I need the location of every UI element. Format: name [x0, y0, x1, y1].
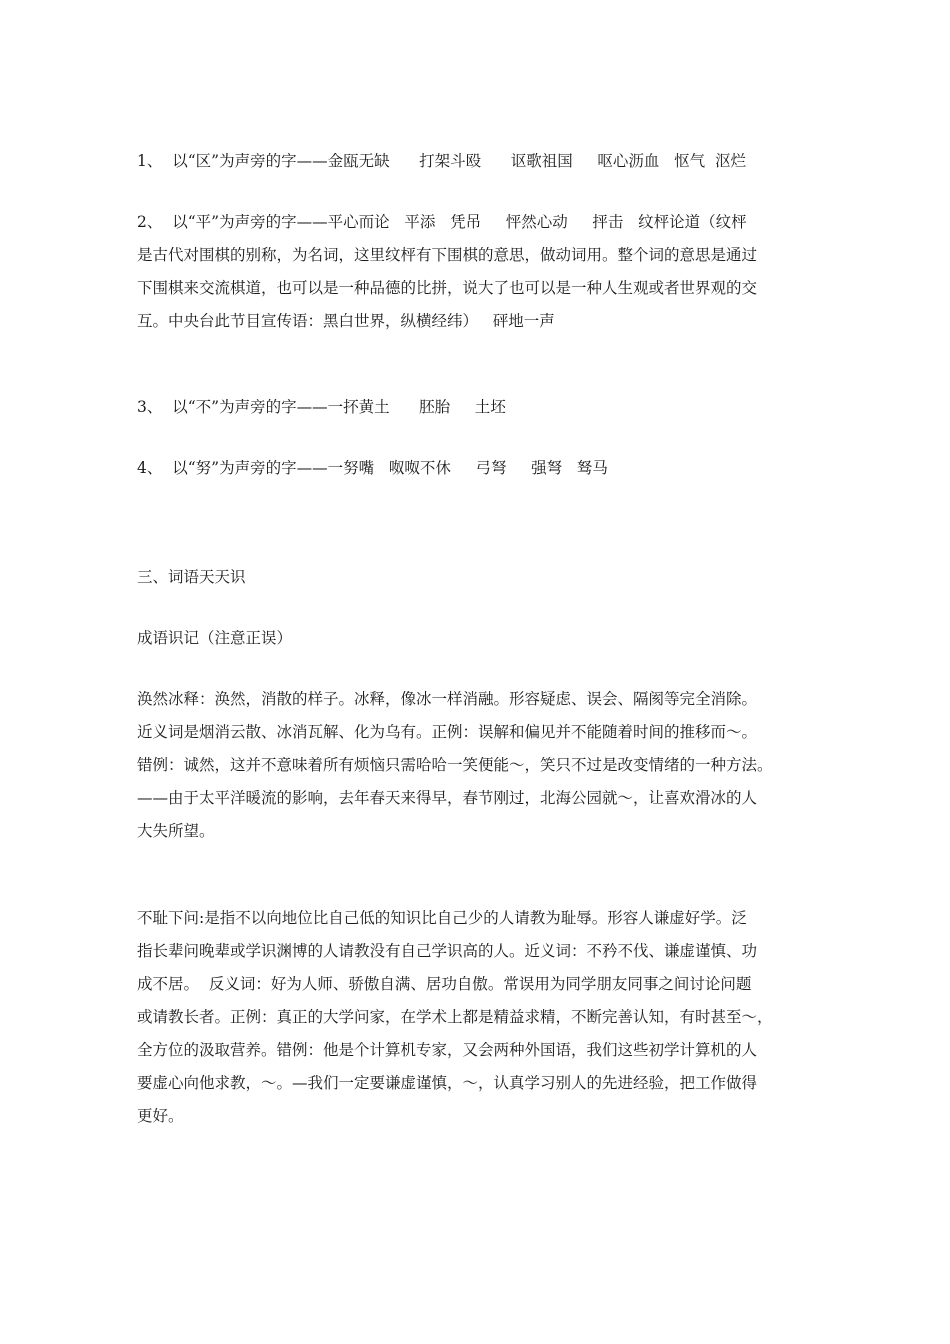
text-line: 大失所望。	[137, 822, 215, 840]
text-line: 或请教长者。正例：真正的大学问家，在学术上都是精益求精，不断完善认知，有时甚至～，	[137, 1008, 773, 1026]
text-line: 1、 以“区”为声旁的字——金瓯无缺 打架斗殴 讴歌祖国 呕心沥血 怄气 沤烂	[137, 152, 746, 170]
text-line: 3、 以“不”为声旁的字——一抔黄土 胚胎 土坯	[137, 398, 506, 416]
subheading-text: 成语识记（注意正误）	[137, 629, 293, 647]
text-line: 近义词是烟消云散、冰消瓦解、化为乌有。正例：误解和偏见并不能随着时间的推移而～。	[137, 723, 758, 741]
text-line: 4、 以“努”为声旁的字——一努嘴 呶呶不休 弓弩 强弩 驽马	[137, 459, 608, 477]
text-line: 涣然冰释：涣然，消散的样子。冰释，像冰一样消融。形容疑虑、误会、隔阂等完全消除。	[137, 690, 758, 708]
text-line: 互。中央台此节目宣传语：黑白世界，纵横经纬） 砰地一声	[137, 312, 555, 330]
text-line: 要虚心向他求教，～。—我们一定要谦虚谨慎，～，认真学习别人的先进经验，把工作做得	[137, 1074, 758, 1092]
section-heading	[137, 561, 827, 594]
list-item-3	[137, 391, 827, 424]
text-line: 是古代对围棋的别称，为名词，这里纹枰有下围棋的意思，做动词用。整个词的意思是通过	[137, 246, 758, 264]
text-line: 错例：诚然，这并不意味着所有烦恼只需哈哈一笑便能～，笑只不过是改变情绪的一种方法。	[137, 756, 773, 774]
text-line: 2、 以“平”为声旁的字——平心而论 平添 凭吊 怦然心动 抨击 纹枰论道（纹枰	[137, 213, 747, 231]
text-line: ——由于太平洋暖流的影响，去年春天来得早，春节刚过，北海公园就～，让喜欢滑冰的人	[137, 789, 758, 807]
idiom-entry-buchixiawen	[137, 902, 827, 1133]
list-item-2	[137, 206, 827, 338]
text-line: 全方位的汲取营养。错例：他是个计算机专家，又会两种外国语，我们这些初学计算机的人	[137, 1041, 758, 1059]
text-line: 下围棋来交流棋道，也可以是一种品德的比拼，说大了也可以是一种人生观或者世界观的交	[137, 279, 758, 297]
subheading	[137, 622, 827, 655]
text-line: 指长辈问晚辈或学识渊博的人请教没有自己学识高的人。近义词：不矜不伐、谦虚谨慎、功	[137, 942, 758, 960]
text-line: 不耻下问:是指不以向地位比自己低的知识比自己少的人请教为耻辱。形容人谦虚好学。泛	[137, 909, 747, 927]
text-line: 成不居。 反义词：好为人师、骄傲自满、居功自傲。常误用为同学朋友同事之间讨论问题	[137, 975, 752, 993]
idiom-entry-huanranbingshi	[137, 683, 827, 848]
heading-text: 三、词语天天识	[137, 568, 246, 586]
list-item-1	[137, 145, 827, 178]
text-line: 更好。	[137, 1107, 184, 1125]
list-item-4	[137, 452, 827, 485]
